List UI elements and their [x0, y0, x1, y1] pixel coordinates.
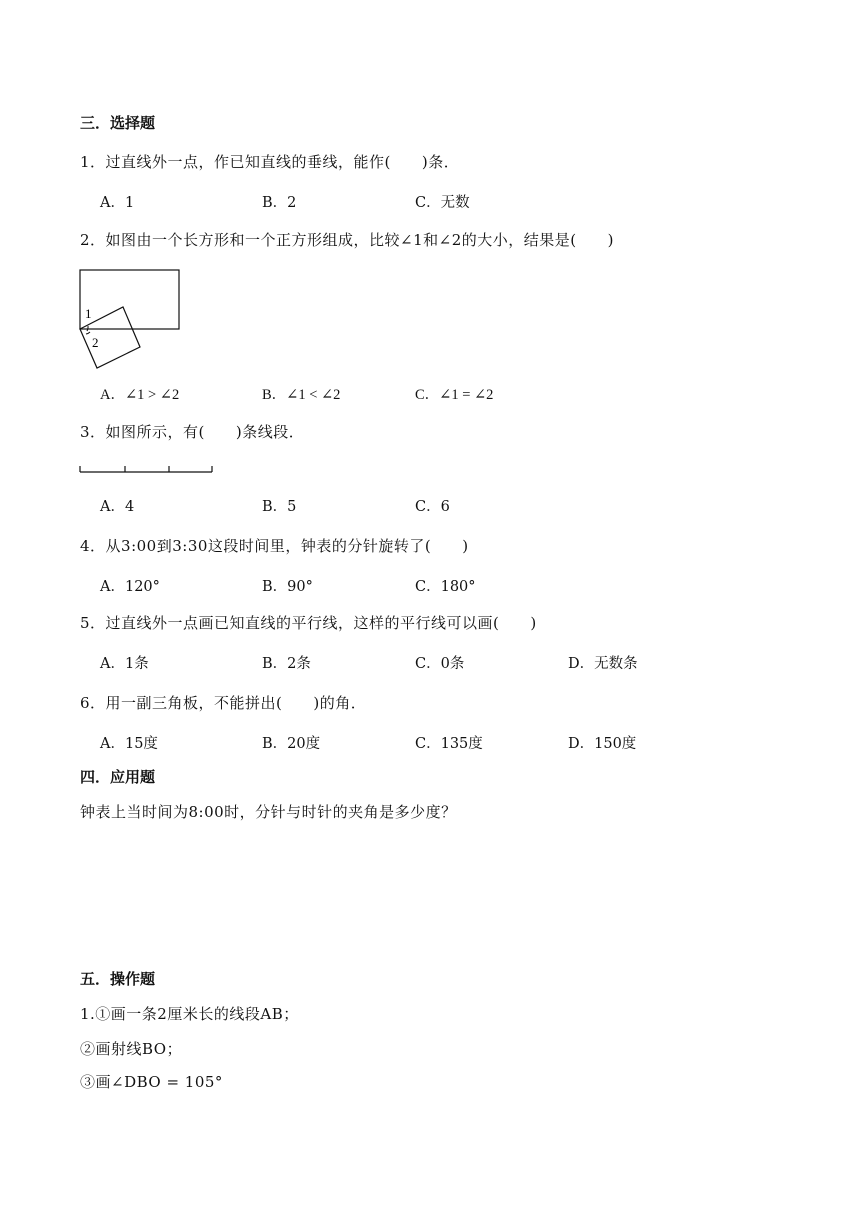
application-question: 钟表上当时间为8:00时，分针与时针的夹角是多少度？ [80, 803, 457, 821]
line-segment-figure [78, 462, 218, 476]
figure-rectangle [80, 270, 179, 329]
q1-option-a: A．1 [100, 195, 135, 211]
rectangle-square-figure [76, 264, 186, 372]
q2-option-a: A．∠1 > ∠2 [100, 387, 180, 403]
q1-option-c: C．无数 [415, 195, 470, 211]
section-title-operation: 五．操作题 [80, 970, 156, 988]
angle-2-label: 2 [92, 335, 99, 350]
q3-option-a: A．4 [100, 499, 135, 515]
question-2-text: 2．如图由一个长方形和一个正方形组成，比较∠1和∠2的大小，结果是( ) [80, 231, 614, 249]
q5-option-a: A．1条 [100, 656, 149, 672]
q6-option-b: B．20度 [262, 736, 321, 752]
question-3-text: 3．如图所示，有( )条线段． [80, 423, 305, 441]
question-6-text: 6．用一副三角板，不能拼出( )的角． [80, 694, 367, 712]
q3-option-c: C．6 [415, 499, 450, 515]
operation-step-1: 1.①画一条2厘米长的线段AB； [80, 1005, 299, 1023]
question-4-text: 4．从3:00到3:30这段时间里，钟表的分针旋转了( ) [80, 537, 469, 555]
q3-option-b: B．5 [262, 499, 297, 515]
operation-step-2: ②画射线BO； [80, 1040, 183, 1058]
q2-option-b: B．∠1 < ∠2 [262, 387, 341, 403]
q6-option-c: C．135度 [415, 736, 483, 752]
angle-1-label: 1 [85, 306, 92, 321]
q5-option-b: B．2条 [262, 656, 311, 672]
question-5-text: 5．过直线外一点画已知直线的平行线，这样的平行线可以画( ) [80, 614, 537, 632]
q5-option-c: C．0条 [415, 656, 465, 672]
q2-option-c: C．∠1 = ∠2 [415, 387, 494, 403]
q6-option-a: A．15度 [100, 736, 158, 752]
q4-option-a: A．120° [100, 579, 160, 595]
section-title-choice: 三．选择题 [80, 114, 156, 132]
q4-option-c: C．180° [415, 579, 476, 595]
q5-option-d: D．无数条 [568, 656, 638, 672]
q4-option-b: B．90° [262, 579, 313, 595]
q1-option-b: B．2 [262, 195, 297, 211]
operation-step-3: ③画∠DBO = 105° [80, 1073, 223, 1091]
q6-option-d: D．150度 [568, 736, 637, 752]
section-title-application: 四．应用题 [80, 768, 156, 786]
question-1-text: 1．过直线外一点，作已知直线的垂线，能作( )条． [80, 153, 460, 171]
